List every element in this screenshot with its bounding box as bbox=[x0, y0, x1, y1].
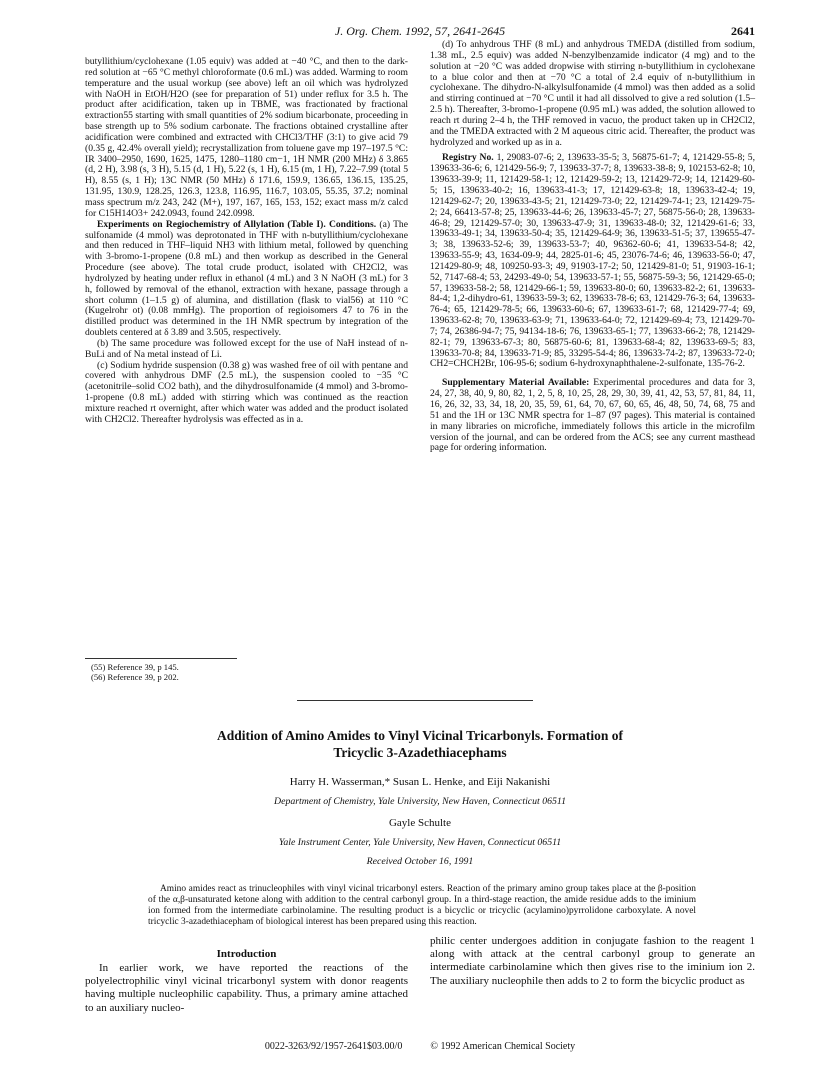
abstract: Amino amides react as trinucleophiles with vinyl vicinal tricarbonyl esters. Reaction of the primary amino group takes place at the β-position of the α,β-unsaturated ketone along with addition to the central carbonyl group. In a third-stage reaction, the amide residue adds to the iminium ion formed from the intermediate carbinolamine. The resulting product is a bicyclic or tricyclic (acylamino)pyrrolidone carboxylate. A novel tricyclic 3-azadethiacepham of biological interest has been prepared using this reaction. bbox=[148, 884, 696, 927]
section-heading: Experiments on Regiochemistry of Allylation (Table I). Conditions. bbox=[97, 218, 377, 230]
paragraph-text: (a) The sulfonamide (4 mmol) was deprotonated in THF with n-butyllithium/cyclohexane and then reduced in THF–liquid NH3 with lithium metal, followed by quenching with 3-bromo-1-propene (0.8 mL) and then workup as described in the General Procedure (see above). The total crude product, isolated with CH2Cl2, was hydrolyzed by heating under reflux in ethanol (4 mL) and 3 N NaOH (3 mL) for 3 h, followed by removal of the ethanol, extraction with hexane, passage through a short column (1–1.5 g) of alumina, and distillation (flask to vial56) at 110 °C (Kugelrohr ot) (0.08 mmHg). The proportion of regioisomers 47 to 76 in the distilled product was determined in the 1H NMR spectrum by integration of the doublets centered at δ 3.89 and 3.505, respectively. bbox=[85, 218, 408, 339]
footnote: (56) Reference 39, p 202. bbox=[91, 672, 179, 682]
registry-paragraph bbox=[430, 153, 755, 370]
supplementary-heading: Supplementary Material Available: bbox=[442, 377, 590, 389]
article-title bbox=[85, 727, 755, 761]
left-column bbox=[85, 57, 408, 426]
title-line: Addition of Amino Amides to Vinyl Vicinal Tricarbonyls. Formation of bbox=[216, 728, 624, 743]
footnote: (55) Reference 39, p 145. bbox=[91, 662, 179, 672]
footnote-divider bbox=[85, 658, 237, 659]
author-list: Harry H. Wasserman,* Susan L. Henke, and Eiji Nakanishi bbox=[289, 776, 551, 788]
supplementary-text: Experimental procedures and data for 3, 24, 27, 38, 40, 9, 80, 82, 1, 2, 5, 8, 10, 25, 28, 29, 30, 39, 41, 42, 53, 57, 81, 84, 11, 16, 26, 32, 33, 34, 18, 20, 35, 59, 61, 64, 70, 67, 60, 65, 46, 48, 50, 74, 68, 75 and 51 and the 1H or 13C NMR spectra for 1–87 (97 pages). This material is contained in many libraries on microfiche, immediately follows this article in the microfilm version of the journal, and can be ordered from the ACS; see any current masthead page for ordering information. bbox=[430, 377, 755, 454]
page-footer bbox=[85, 1041, 755, 1052]
affiliation: Yale Instrument Center, Yale University, New Haven, Connecticut 06511 bbox=[278, 837, 562, 848]
footnotes bbox=[85, 662, 408, 682]
supplementary-paragraph bbox=[430, 378, 755, 454]
page-number: 2641 bbox=[731, 24, 755, 38]
introduction-left: In earlier work, we have reported the reactions of the polyelectrophilic vinyl vicinal tricarbonyl system with donor reagents having multiple nucleophilic capability. Thus, a primary amine attached to an auxiliary nucleo- bbox=[85, 962, 408, 1014]
author-name: Gayle Schulte bbox=[388, 817, 451, 829]
article-code: 0022-3263/92/1957-2641$03.00/0 bbox=[264, 1041, 403, 1052]
procedure-b: (b) The same procedure was followed except for the use of NaH instead of n-BuLi and of Na metal instead of Li. bbox=[85, 337, 408, 360]
right-column bbox=[430, 40, 755, 454]
introduction-right: philic center undergoes addition in conjugate fashion to the reagent 1 along with attack at the central carbonyl group to generate an intermediate carbinolamine which then gives rise to the iminium ion 2. The auxiliary nucleophile then adds to 2 to form the bicyclic product as bbox=[430, 935, 755, 987]
received-date: Received October 16, 1991 bbox=[366, 856, 474, 867]
experimental-paragraph: butyllithium/cyclohexane (1.05 equiv) was added at −40 °C, and then to the dark-red solution at −65 °C methyl chloroformate (0.6 mL) was added. Warming to room temperature and the usual workup (see above) left an oil which was hydrolyzed with NaOH in EtOH/H2O (see for preparation of 51) under reflux for 3.5 h. The product after acidification, taken up in TBME, was fractionated by fractional extraction55 starting with small quantities of 2% sodium bicarbonate, proceeding in base strength up to 5% sodium carbonate. The fractions obtained crystalline after acidification were combined and extracted with CHCl3/THF (3:1) to give acid 79 (0.35 g, 42.4% overall yield); recrystallization from toluene gave mp 197–197.5 °C: IR 3400–2950, 1690, 1625, 1475, 1280–1180 cm−1, 1H NMR (200 MHz) δ 3.865 (d, 2 H), 3.98 (s, 3 H), 5.15 (d, 1 H), 5.22 (s, 1 H), 6.15 (m, 1 H), 7.22–7.99 (total 5 H), 8.55 (s, 1 H); 13C NMR (50 MHz) δ 171.6, 159.9, 136.65, 136.15, 135.25, 131.95, 130.9, 128.25, 126.3, 123.8, 116.95, 116.7, 103.05, 55.35, 37.2; nominal mass spectrum m/z 243, 242 (M+), 197, 167, 165, 153, 152; exact mass m/z calcd for C15H14O3+ 242.0943, found 242.0998. bbox=[85, 56, 408, 219]
registry-numbers: 1, 29083-07-6; 2, 139633-35-5; 3, 56875-61-7; 4, 121429-55-8; 5, 139633-36-6; 6, 121429-56-9; 7, 139633-37-7; 8, 139633-38-8; 9, 102153-62-8; 10, 139633-39-9; 11, 121429-58-1; 12, 121429-59-2; 13, 121429-72-9; 14, 121429-60-5; 15, 139633-40-2; 16, 139633-41-3; 17, 121429-63-8; 18, 139633-42-4; 19, 121429-62-7; 20, 139633-43-5; 21, 121429-73-0; 22, 121429-74-1; 23, 121429-75-2; 24, 66413-57-8; 25, 139633-44-6; 26, 139633-45-7; 27, 56875-56-0; 28, 139633-46-8; 29, 121429-57-0; 30, 139633-47-9; 31, 139633-48-0; 32, 121429-61-6; 33, 139633-49-1; 34, 139633-50-4; 35, 121429-64-9; 36, 139633-51-5; 37, 139655-47-3; 38, 139633-52-6; 39, 139633-53-7; 40, 96362-60-6; 41, 139633-54-8; 42, 139633-55-9; 43, 1634-09-9; 44, 2825-01-6; 45, 23076-74-6; 46, 139633-56-0; 47, 121429-80-9; 48, 109250-93-3; 49, 91903-17-2; 50, 121429-81-0; 51, 91903-16-1; 52, 7147-68-4; 53, 24293-49-0; 54, 139633-57-1; 55, 56875-59-3; 56, 121429-65-0; 57, 139633-58-2; 58, 121429-66-1; 59, 139633-80-0; 60, 139633-82-2; 61, 139633-84-4; 1,2-dihydro-61, 139633-59-3; 62, 139633-78-6; 63, 121429-76-3; 64, 139633-76-4; 65, 121429-78-5; 66, 139633-60-6; 67, 139633-61-7; 68, 121429-77-4; 69, 139633-62-8; 70, 139633-63-9; 71, 139633-64-0; 72, 121429-69-4; 73, 121429-70-7; 74, 26386-94-7; 75, 94134-18-6; 76, 139633-65-1; 77, 139633-66-2; 78, 121429-82-1; 79, 139633-67-3; 80, 56875-60-6; 81, 139633-68-4; 82, 139633-69-5; 83, 139633-70-8; 84, 139633-71-9; 85, 33295-54-4; 86, 139633-74-2; 87, 139633-72-0; CH2=CHCH2Br, 106-95-6; sodium 6-hydroxynaphthalene-2-sulfonate, 135-76-2. bbox=[430, 152, 756, 370]
affiliation: Department of Chemistry, Yale University, New Haven, Connecticut 06511 bbox=[274, 796, 566, 807]
regiochemistry-paragraph bbox=[85, 220, 408, 339]
running-header bbox=[85, 24, 755, 40]
procedure-d: (d) To anhydrous THF (8 mL) and anhydrous TMEDA (distilled from sodium, 1.38 mL, 2.5 equiv) was added N-benzylbenzamide indicator (4 mg) and to the solution at −20 °C was added dropwise with stirring n-butyllithium in cyclohexane to a blue color and then at −70 °C a total of 2.4 equiv of n-butyllithium in cyclohexane. The dihydro-N-alkylsulfonamide (4 mmol) was then added as a solid and stirring continued at −70 °C until it had all dissolved to give a red solution (1.5–2.5 h). Thereafter, 3-bromo-1-propene (0.95 mL) was added, the solution allowed to reach rt during 2–4 h, the THF removed in vacuo, the product taken up in CH2Cl2, and the TMEDA extracted with 2 M aqueous citric acid. Thereafter, the product was hydrolyzed and worked up as in a. bbox=[430, 39, 755, 148]
introduction-heading: Introduction bbox=[216, 948, 277, 960]
title-line: Tricyclic 3-Azadethiacephams bbox=[333, 745, 507, 760]
copyright: © 1992 American Chemical Society bbox=[430, 1041, 576, 1052]
journal-citation: J. Org. Chem. 1992, 57, 2641-2645 bbox=[334, 24, 506, 38]
registry-heading: Registry No. bbox=[442, 152, 494, 164]
procedure-c: (c) Sodium hydride suspension (0.38 g) was washed free of oil with pentane and covered with anhydrous DMF (2.5 mL), the suspension cooled to −35 °C (acetonitrile–solid CO2 bath), and the dihydrosulfonamide (4 mmol) and 3-bromo-1-propene (0.8 mL) added with stirring which was continued as the reaction mixture reached rt overnight, after which water was added and the product isolated with CH2Cl2. Thereafter hydrolysis was effected as in a. bbox=[85, 359, 408, 425]
article-divider bbox=[297, 700, 533, 701]
